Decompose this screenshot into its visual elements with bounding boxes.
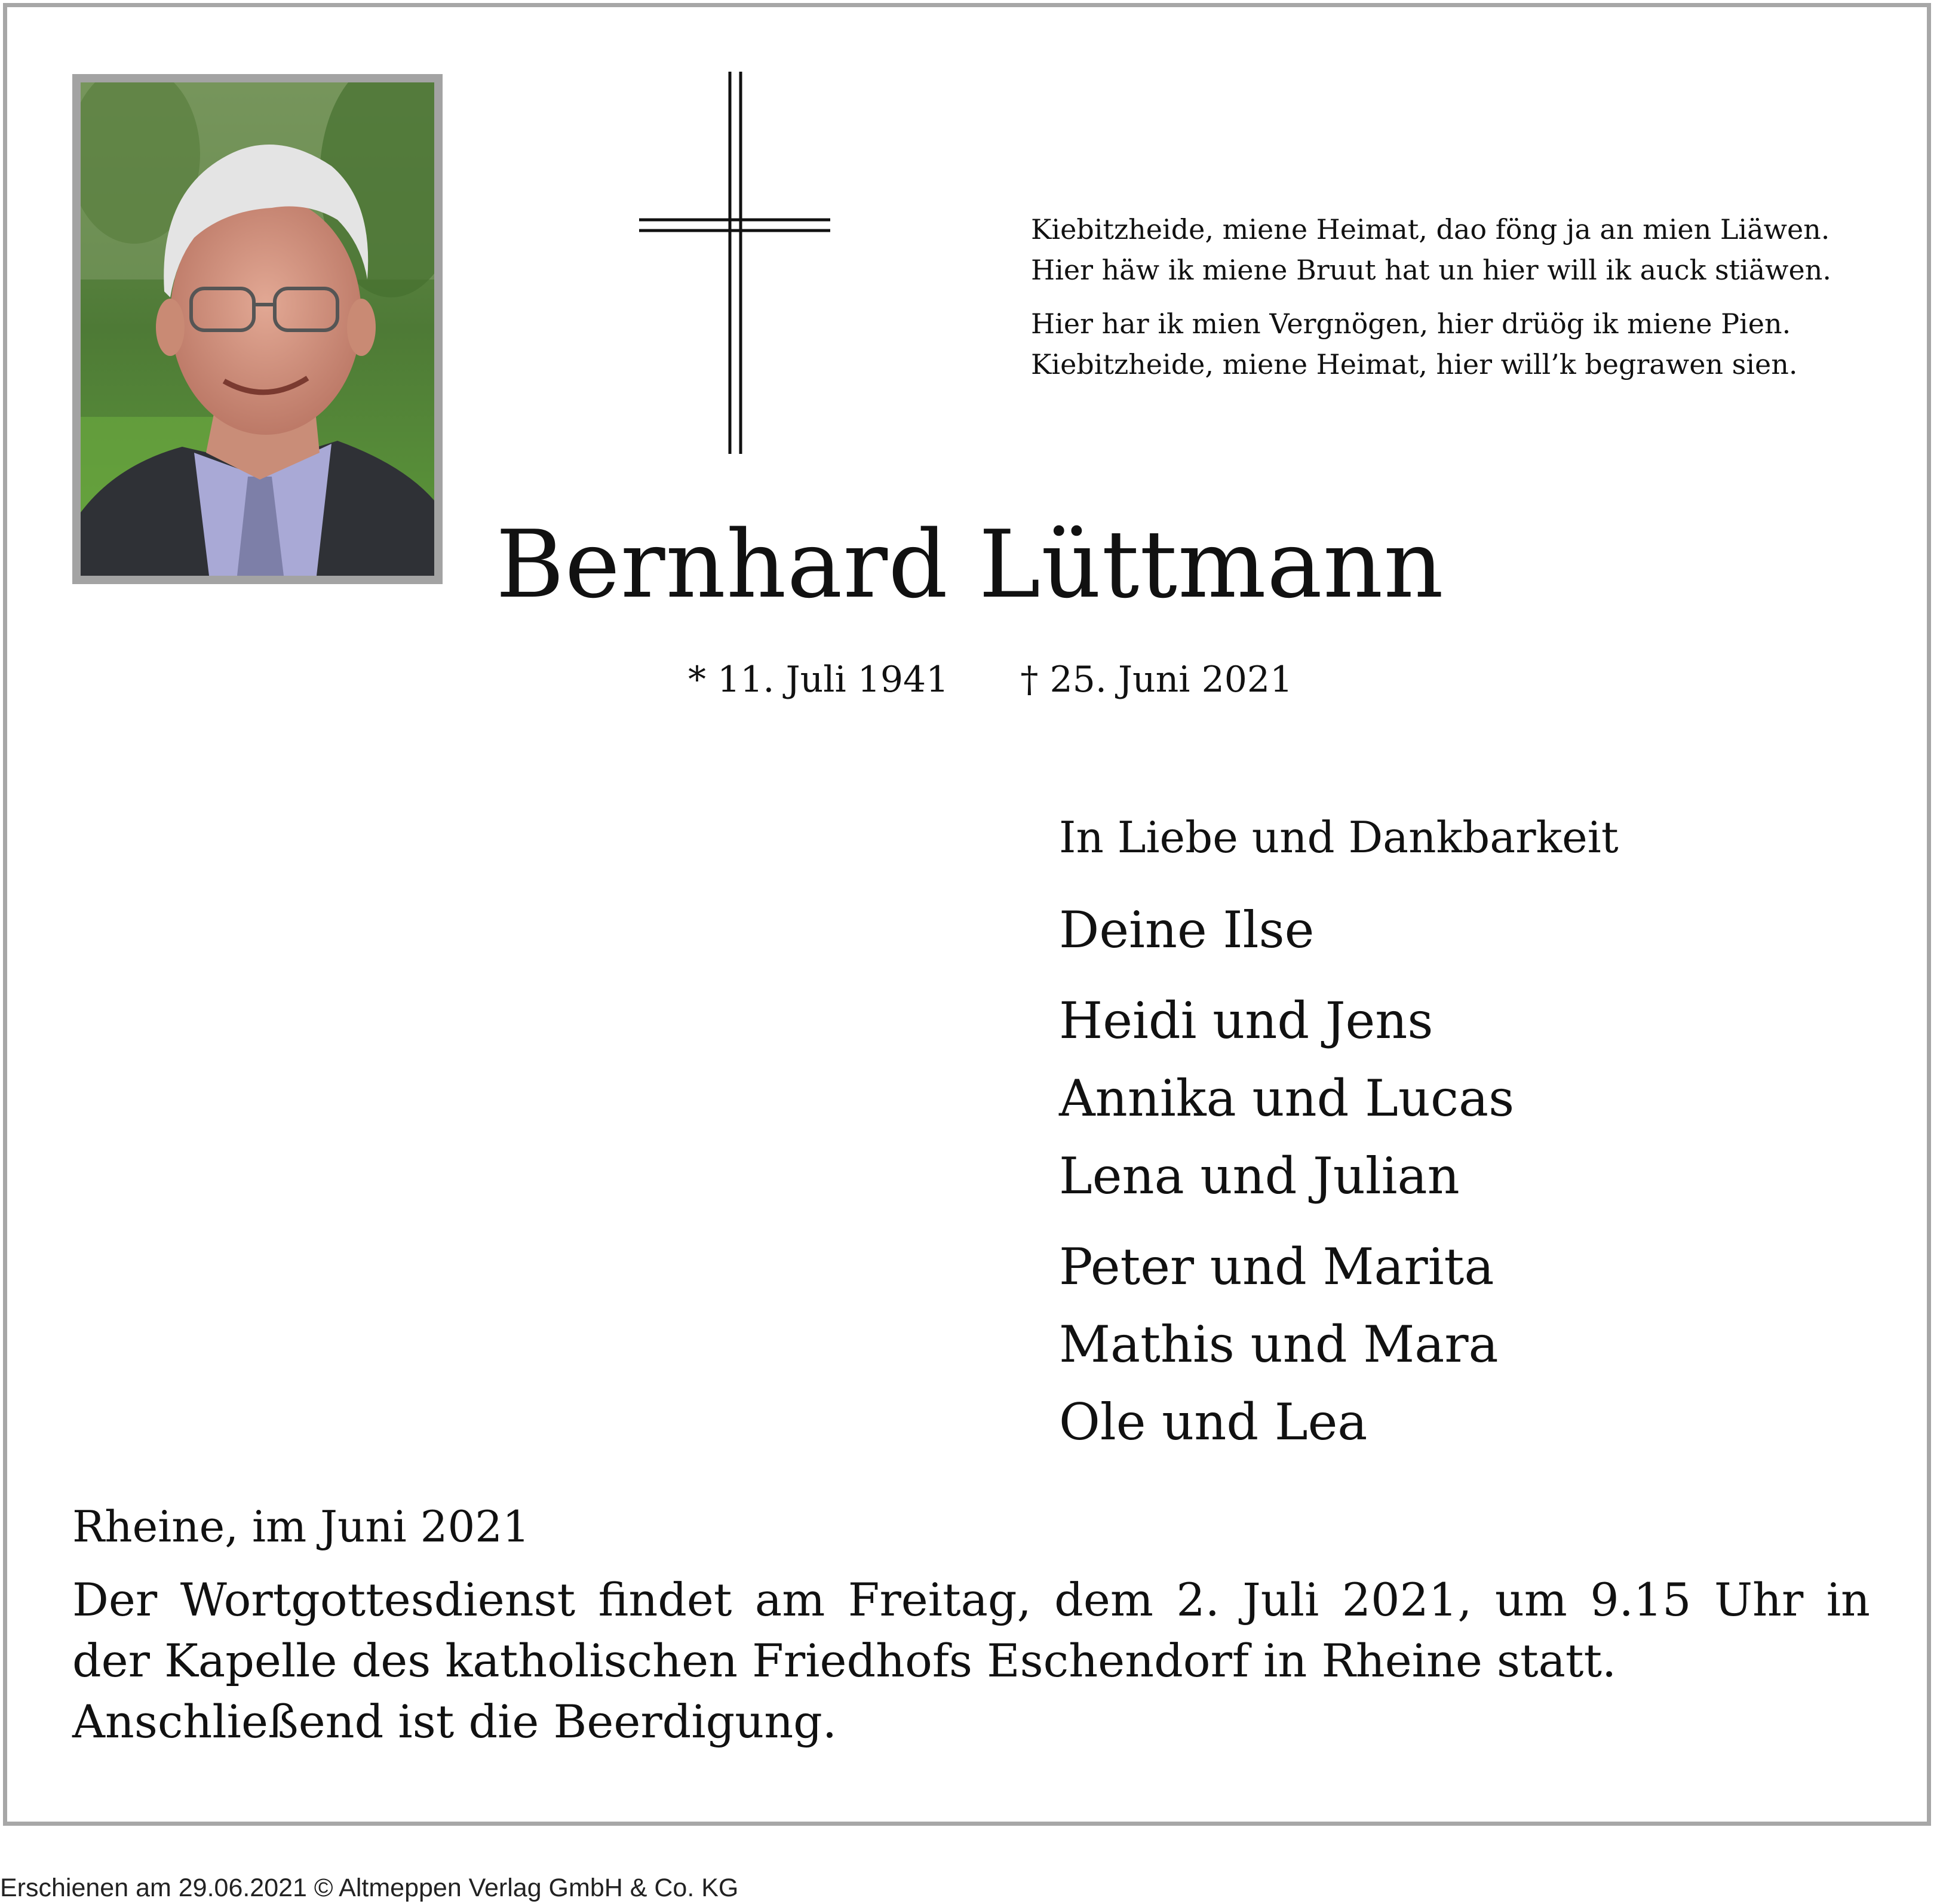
death-date: † 25. Juni 2021 [1020,659,1293,701]
family-member: Ole und Lea [1059,1393,1368,1451]
publication-footer: Erschienen am 29.06.2021 © Altmeppen Verlag GmbH & Co. KG [0,1874,739,1902]
service-info [72,1570,1870,1752]
poem-stanza-2 [1031,303,1897,385]
family-member: Mathis und Mara [1059,1315,1499,1374]
family-group [1059,1228,1835,1461]
poem [1031,209,1897,398]
family-group [1059,982,1835,1215]
family-member: Lena und Julian [1059,1147,1460,1205]
portrait-photo-frame [72,74,443,584]
service-line: Der Wortgottesdienst findet am Freitag, dem 2. Juli 2021, um 9.15 Uhr in [72,1573,1870,1626]
family-member: Heidi und Jens [1059,991,1433,1050]
family-group [1059,891,1835,969]
service-line: Anschließend ist die Beerdigung. [72,1695,837,1748]
deceased-name: Bernhard Lüttmann [496,510,1444,619]
portrait-photo [81,82,434,576]
poem-line: Hier har ik mien Vergnögen, hier drüög ik miene Pien. [1031,308,1791,340]
place-date: Rheine, im Juni 2021 [72,1501,530,1552]
family-member: Peter und Marita [1059,1237,1494,1296]
poem-line: Kiebitzheide, miene Heimat, dao föng ja an mien Liäwen. [1031,213,1830,245]
life-dates [688,656,1293,704]
poem-line: Kiebitzheide, miene Heimat, hier will’k begrawen sien. [1031,348,1798,380]
cross-icon [639,72,830,454]
service-line: der Kapelle des katholischen Friedhofs Eschendorf in Rheine statt. [72,1634,1617,1687]
poem-stanza-1 [1031,209,1897,290]
family-signature [1059,809,1835,1474]
family-intro: In Liebe und Dankbarkeit [1059,812,1619,862]
family-member: Annika und Lucas [1059,1069,1515,1128]
birth-date: * 11. Juli 1941 [688,659,949,701]
poem-line: Hier häw ik miene Bruut hat un hier will ik auck stiäwen. [1031,254,1832,286]
family-member: Deine Ilse [1059,901,1315,959]
